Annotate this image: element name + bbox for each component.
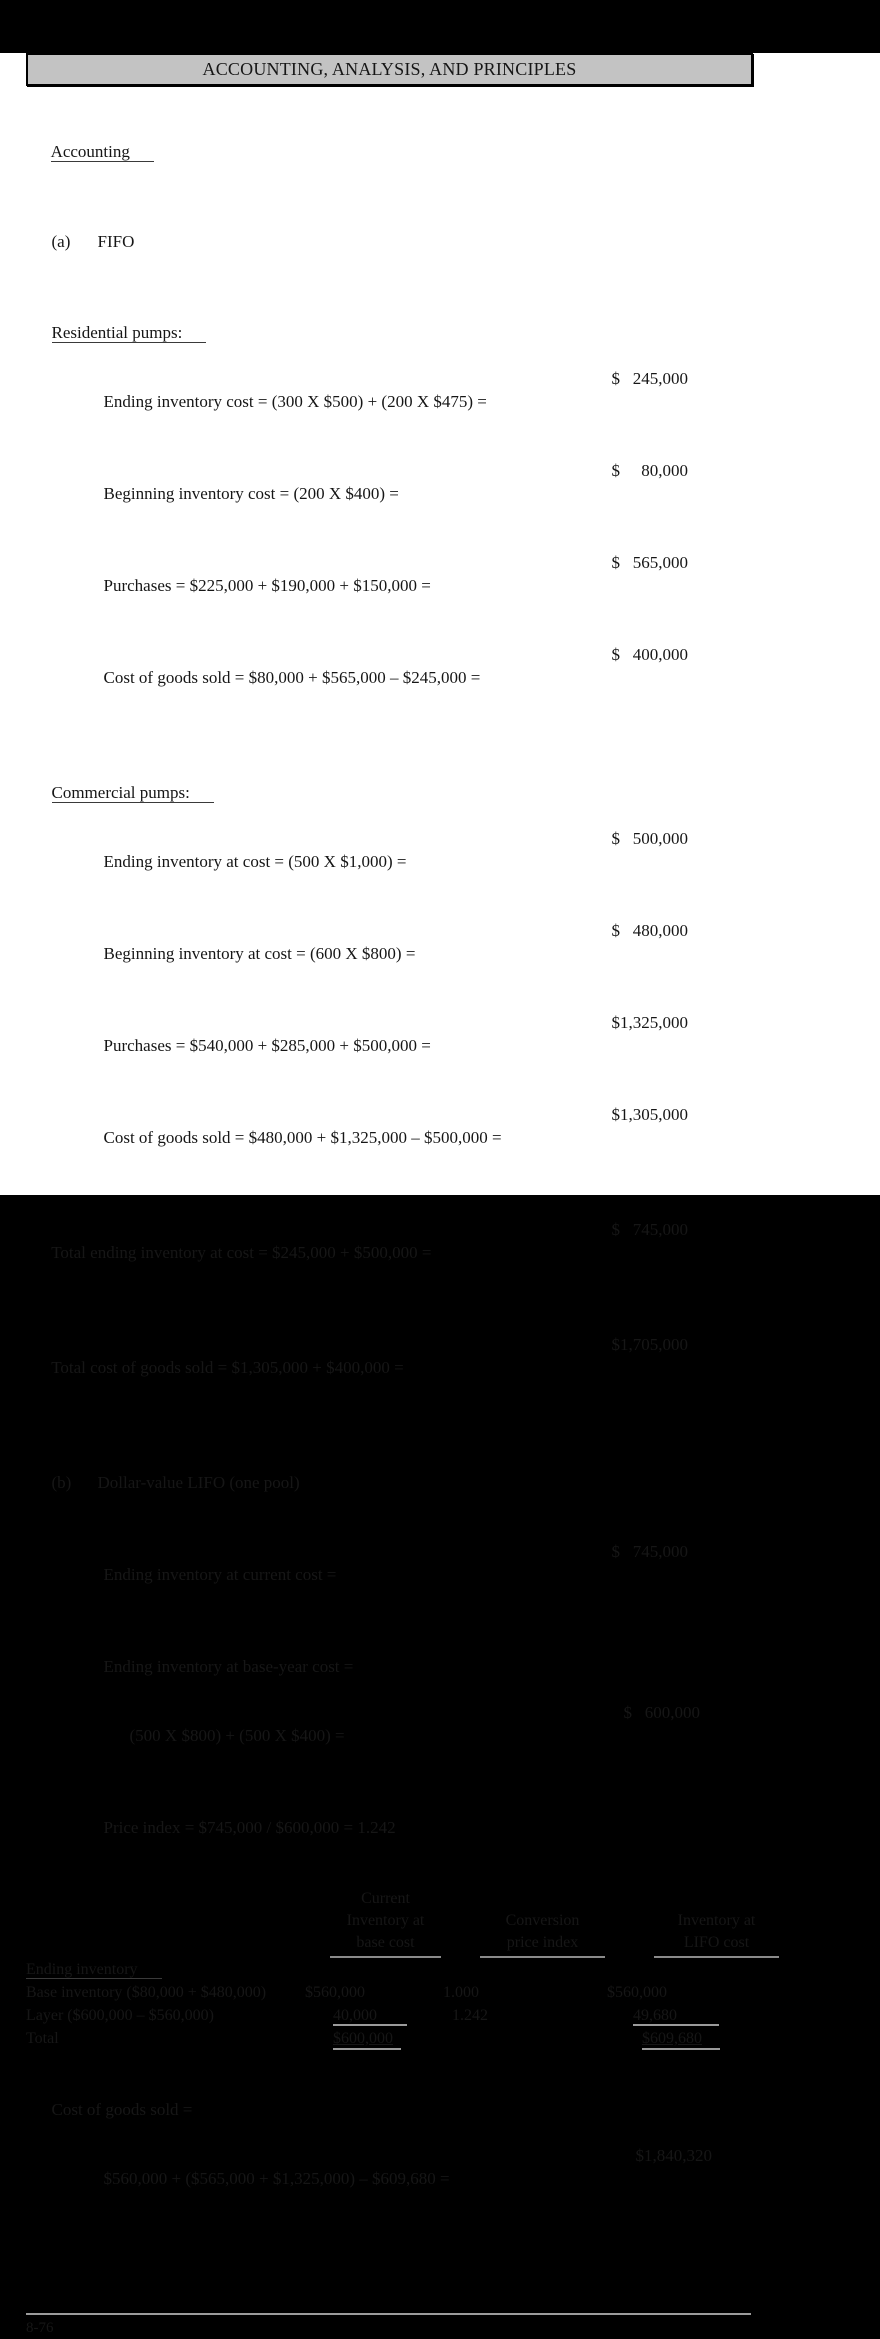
calc-label: Ending inventory at current cost =: [103, 1565, 337, 1584]
cogs-formula: $560,000 + ($565,000 + $1,325,000) – $609,680 =: [103, 2169, 450, 2188]
cell-value: 1.000: [443, 1984, 479, 2001]
commercial-heading-text: Commercial pumps:: [52, 783, 214, 803]
cell-value: $600,000: [333, 2030, 401, 2050]
header-line: Inventory at: [677, 1912, 756, 1929]
calc-row: [26, 551, 880, 643]
ending-inventory-row-label: Ending inventory: [26, 1961, 162, 1979]
residential-heading-text: Residential pumps:: [52, 323, 207, 343]
table-cell: [441, 1981, 591, 2004]
lifo-table-header: [26, 1888, 880, 1958]
calc-row: [26, 1540, 880, 1632]
total-cogs-row: [26, 1333, 880, 1425]
cell-value: $560,000: [305, 1984, 365, 2001]
footer-divider: [26, 2313, 751, 2315]
cell-value: 40,000: [333, 2007, 407, 2026]
calc-label: Cost of goods sold = $80,000 + $565,000 – $245,000 =: [103, 668, 481, 687]
cell-value: $609,680: [642, 2030, 720, 2050]
table-cell: [591, 2027, 753, 2050]
calc-amount: $1,325,000: [611, 1013, 688, 1032]
table-row: [26, 1981, 880, 2004]
calc-row: [26, 827, 880, 919]
calc-row: [26, 1011, 880, 1103]
cogs-heading-row: [26, 2075, 880, 2144]
part-b-line: [26, 1448, 880, 1517]
table-cell: [441, 1958, 591, 1981]
table-cell: [305, 1958, 441, 1981]
calc-label: Purchases = $540,000 + $285,000 + $500,000 =: [103, 1036, 431, 1055]
calc-amount: $ 245,000: [611, 369, 688, 388]
calc-amount: $ 400,000: [611, 645, 688, 664]
table-header-lifo-cost: [654, 1910, 779, 1958]
header-line: Inventory at: [346, 1912, 425, 1929]
calc-row: [26, 919, 880, 1011]
calc-amount: $ 480,000: [611, 921, 688, 940]
header-line: price index: [506, 1934, 579, 1951]
cogs-amount: $1,840,320: [635, 2146, 712, 2165]
calc-label: Beginning inventory cost = (200 X $400) =: [103, 484, 399, 503]
calc-label: Price index = $745,000 / $600,000 = 1.242: [103, 1818, 396, 1837]
table-cell: [441, 2027, 591, 2050]
total-ending-inventory-row: [26, 1218, 880, 1310]
part-b-label: (b): [51, 1473, 72, 1492]
cell-value: $560,000: [607, 1984, 667, 2001]
cell-value: 1.242: [452, 2007, 488, 2024]
total-label: Total ending inventory at cost = $245,000 + $500,000 =: [51, 1243, 432, 1262]
calc-row: [26, 459, 880, 551]
table-cell: [441, 2004, 591, 2027]
cogs-formula-row: [26, 2144, 880, 2236]
header-line: base cost: [356, 1934, 415, 1951]
calc-row: [26, 1701, 880, 1793]
calc-row: [26, 1632, 880, 1701]
calc-label: (500 X $800) + (500 X $400) =: [129, 1726, 345, 1745]
calc-label: Ending inventory cost = (300 X $500) + (200 X $475) =: [103, 392, 487, 411]
table-header-conversion: [480, 1910, 605, 1958]
calc-amount: $ 500,000: [611, 829, 688, 848]
calc-amount: $ 80,000: [611, 461, 688, 480]
screenshot-canvas: [0, 53, 880, 2336]
calc-amount: $1,305,000: [611, 1105, 688, 1124]
header-line: Current: [361, 1890, 410, 1907]
calc-row: [26, 1793, 880, 1862]
part-a-title: FIFO: [97, 232, 135, 251]
calc-row: [26, 367, 880, 459]
calc-row: [26, 643, 880, 735]
table-cell-label: Base inventory ($80,000 + $480,000): [26, 1984, 267, 2001]
table-cell: [305, 2027, 441, 2050]
page-title: ACCOUNTING, ANALYSIS, AND PRINCIPLES: [202, 59, 577, 79]
part-a-line: [26, 207, 880, 276]
table-cell-label: Layer ($600,000 – $560,000): [26, 2007, 214, 2024]
cell-value: 49,680: [633, 2007, 719, 2026]
table-cell: [591, 1981, 753, 2004]
residential-heading: [26, 298, 880, 367]
part-a-label: (a): [51, 232, 71, 251]
table-row: [26, 2027, 880, 2050]
calc-amount: $ 600,000: [623, 1703, 700, 1722]
table-row: [26, 1958, 880, 1981]
total-amount: $1,705,000: [611, 1335, 688, 1354]
accounting-heading-text: Accounting: [51, 142, 154, 162]
document-page: [0, 53, 880, 2336]
calc-label: Beginning inventory at cost = (600 X $800) =: [103, 944, 416, 963]
header-line: Conversion: [505, 1912, 580, 1929]
table-cell: [591, 2004, 753, 2027]
table-cell: [305, 2004, 441, 2027]
total-label: Total cost of goods sold = $1,305,000 + $400,000 =: [51, 1358, 404, 1377]
title-banner: [26, 53, 753, 86]
calc-label: Purchases = $225,000 + $190,000 + $150,000 =: [103, 576, 431, 595]
section-heading-accounting: [26, 117, 880, 186]
header-line: LIFO cost: [683, 1934, 750, 1951]
cogs-label: Cost of goods sold =: [51, 2100, 193, 2119]
calc-amount: $ 565,000: [611, 553, 688, 572]
table-cell: [305, 1981, 441, 2004]
calc-label: Ending inventory at cost = (500 X $1,000) =: [103, 852, 407, 871]
table-cell-label: [26, 1958, 305, 1981]
calc-amount: $ 745,000: [611, 1542, 688, 1561]
calc-label: Cost of goods sold = $480,000 + $1,325,000 – $500,000 =: [103, 1128, 502, 1147]
calc-row: [26, 1103, 880, 1195]
part-b-title: Dollar-value LIFO (one pool): [97, 1473, 300, 1492]
table-cell-label: Total: [26, 2030, 59, 2047]
total-amount: $ 745,000: [611, 1220, 688, 1239]
calc-label: Ending inventory at base-year cost =: [103, 1657, 354, 1676]
commercial-heading: [26, 758, 880, 827]
table-cell: [591, 1958, 753, 1981]
page-number: 8-76: [26, 2320, 54, 2336]
table-header-base-cost: [330, 1888, 441, 1958]
table-row: [26, 2004, 880, 2027]
